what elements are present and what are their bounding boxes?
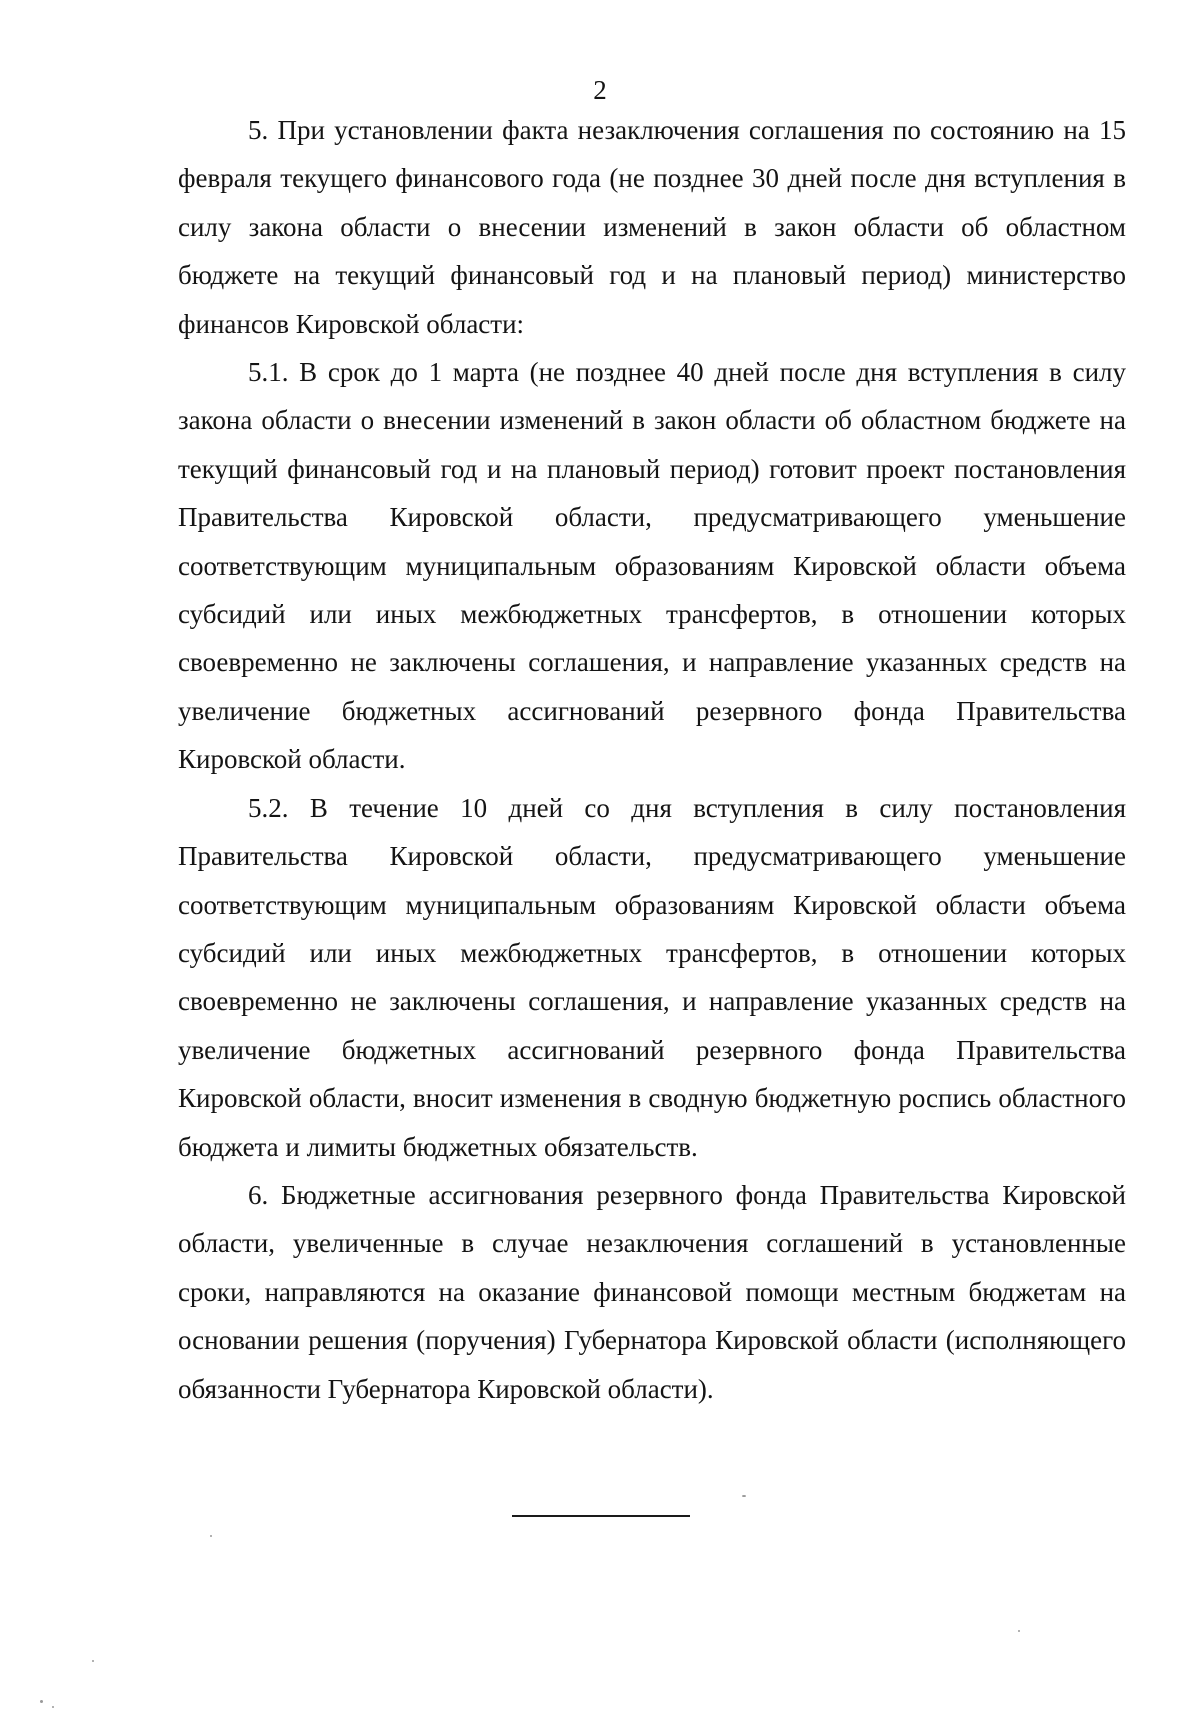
paragraph-5-2: 5.2. В течение 10 дней со дня вступления в силу постановления Правительства Кировской области, предусматривающего уменьшение соответствующим муниципальным образованиям Кировской области объема субсидий или иных межбюджетных трансфертов, в отношении которых своевременно не заключены соглашения, и направление указанных средств на увеличение бюджетных ассигнований резервного фонда Правительства Кировской области, вносит изменения в сводную бюджетную роспись областного бюджета и лимиты бюджетных обязательств.: [178, 792, 1126, 1162]
scan-speck: [40, 1700, 43, 1703]
scan-speck: [1018, 1630, 1020, 1632]
page-number: 2: [593, 75, 607, 105]
end-of-text-rule: [512, 1515, 690, 1517]
paragraph-6: 6. Бюджетные ассигнования резервного фонда Правительства Кировской области, увеличенные в случае незаключения соглашений в установленные сроки, направляются на оказание финансовой помощи местным бюджетам на основании решения (поручения) Губернатора Кировской области (исполняющего обязанности Губернатора Кировской области).: [178, 1179, 1126, 1404]
paragraph-5: 5. При установлении факта незаключения соглашения по состоянию на 15 февраля текущего финансового года (не позднее 30 дней после дня вступления в силу закона области о внесении изменений в закон области об областном бюджете на текущий финансовый год и на плановый период) министерство финансов Кировской области:: [178, 115, 1126, 339]
scan-speck: [92, 1660, 94, 1662]
scan-speck: [210, 1535, 212, 1537]
scan-speck: [742, 1495, 746, 1497]
paragraph-5-1: 5.1. В срок до 1 марта (не позднее 40 дней после дня вступления в силу закона области о внесении изменений в закон области об областном бюджете на текущий финансовый год и на плановый период) готовит проект постановления Правительства Кировской области, предусматривающего уменьшение соответствующим муниципальным образованиям Кировской области объема субсидий или иных межбюджетных трансфертов, в отношении которых своевременно не заключены соглашения, и направление указанных средств на увеличение бюджетных ассигнований резервного фонда Правительства Кировской области.: [178, 357, 1126, 775]
scan-speck: [52, 1706, 54, 1708]
document-body: [178, 106, 1126, 1413]
